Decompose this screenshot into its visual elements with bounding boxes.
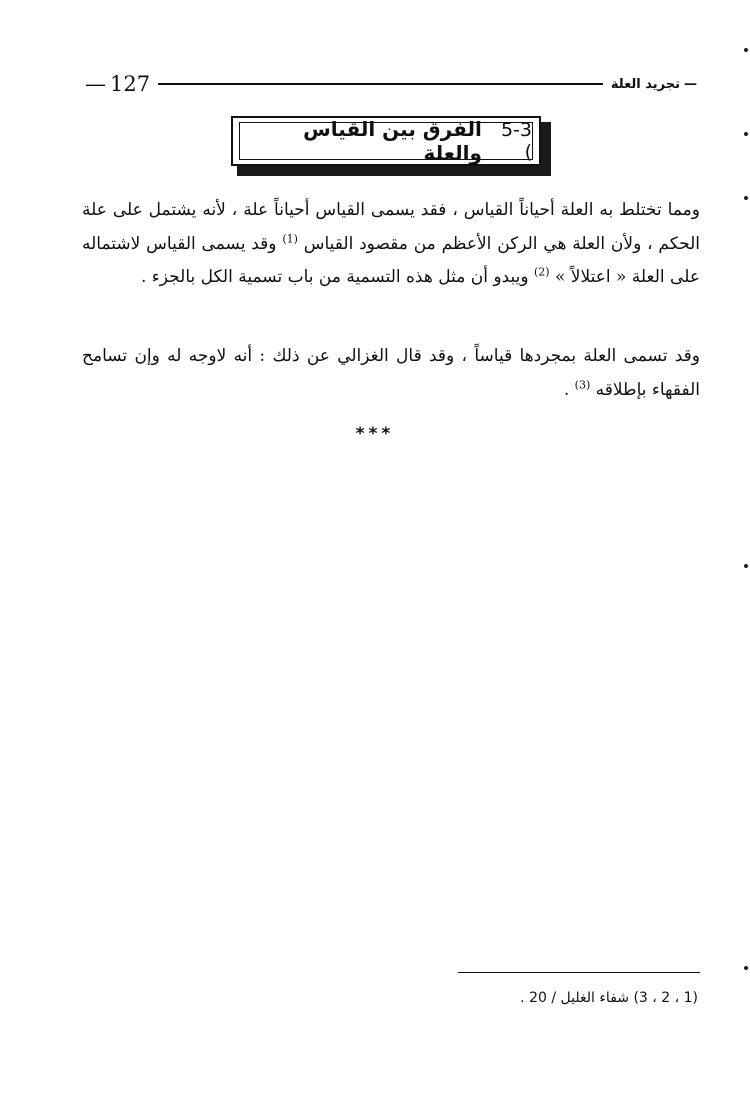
paragraph-2-text-b: . (563, 379, 575, 400)
running-title (611, 77, 697, 92)
paragraph-1-text-b: وقد يسمى القياس لاشتماله على العلة « اعتلالاً » (82, 233, 700, 287)
paragraph-2-text-a: وقد تسمى العلة بمجردها قياساً ، وقد قال الغزالي عن ذلك : أنه لاوجه له وإن تسامح الفقهاء بإطلاقه (82, 346, 700, 400)
scan-edge-mark (744, 196, 748, 200)
running-header (85, 70, 697, 98)
running-title-text: تجريد العلة (610, 76, 680, 92)
footnote-marker-3: (3) (574, 377, 591, 391)
section-number: 5-3 ) (500, 119, 532, 163)
scan-edge-mark (744, 966, 748, 970)
scan-edge-mark (744, 48, 748, 52)
section-title: الفرق بين القياس والعلة (303, 117, 482, 165)
running-title-dash: — (684, 76, 697, 92)
paragraph-1-text-a: ومما تختلط به العلة أحياناً القياس ، فقد يسمى القياس أحياناً علة ، لأنه يشتمل على علة الحكم ، ولأن العلة هي الركن الأعظم من مقصود القياس (82, 200, 700, 254)
footnote-marker-1: (1) (282, 231, 298, 245)
paragraph-1 (82, 194, 700, 295)
footnote-rule (458, 972, 700, 973)
scan-edge-mark (744, 132, 748, 136)
section-heading-frame (231, 116, 541, 166)
footnote: (1 ، 2 ، 3) شفاء الغليل / 20 . (520, 990, 698, 1006)
paragraph-1-text-c: ويبدو أن مثل هذه التسمية من باب تسمية الكل بالجزء . (140, 267, 534, 287)
header-rule (158, 83, 603, 85)
scan-edge-mark (744, 564, 748, 568)
page-number-dash: — (85, 72, 106, 96)
page-number-value: 127 (110, 72, 151, 96)
section-separator: *** (355, 424, 395, 444)
section-heading-inner-frame (239, 117, 533, 165)
paragraph-2 (82, 340, 700, 407)
section-heading (231, 116, 551, 176)
footnote-marker-2: (2) (533, 265, 550, 279)
page-number (85, 72, 150, 96)
